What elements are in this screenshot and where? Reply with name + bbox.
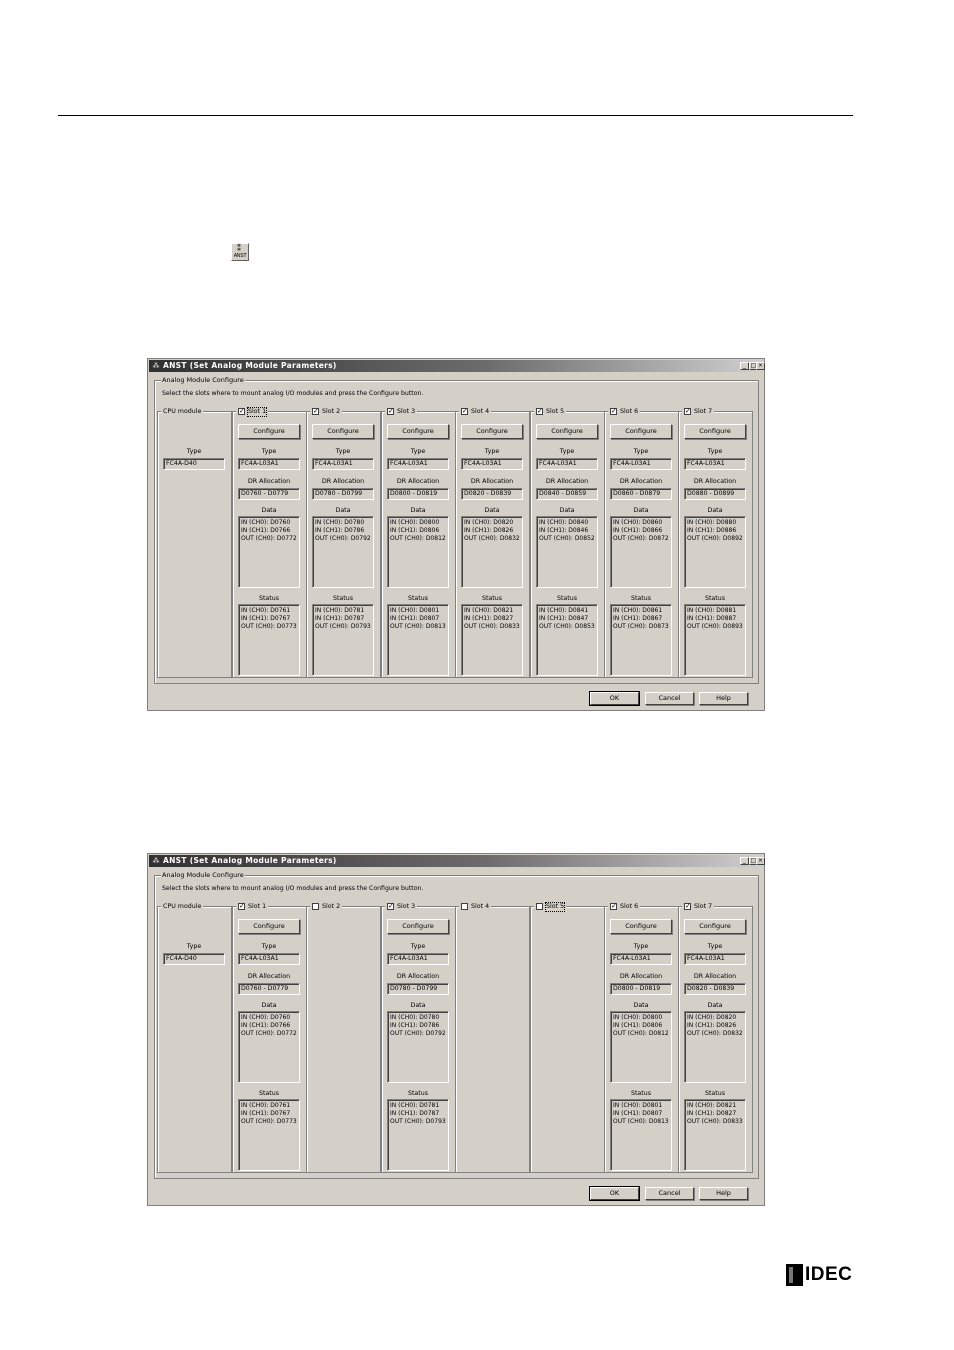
instruction-text: Select the slots where to mount analog I/O modules and press the Configure button. (162, 390, 424, 397)
slot-type-label-3: Type (410, 943, 426, 950)
slot-panel-4 (455, 902, 530, 1173)
dr-allocation-label-6: DR Allocation (619, 478, 663, 485)
dr-allocation-field-7: D0820 - D0839 (684, 983, 746, 995)
data-label-2: Data (335, 507, 351, 514)
data-area-7 (684, 1011, 746, 1083)
status-line: OUT (CH0): D0773 (241, 623, 297, 630)
data-label-1: Data (261, 1002, 277, 1009)
status-line: IN (CH1): D0787 (390, 1110, 440, 1117)
data-line: OUT (CH0): D0812 (613, 1030, 669, 1037)
data-line: OUT (CH0): D0832 (687, 1030, 743, 1037)
cpu-module-label: CPU module (163, 902, 202, 910)
status-line: IN (CH0): D0841 (539, 607, 589, 614)
data-line: IN (CH1): D0826 (464, 527, 514, 534)
dr-allocation-field-3: D0780 - D0799 (387, 983, 449, 995)
dr-allocation-label-3: DR Allocation (396, 478, 440, 485)
slot-header-3[interactable] (385, 902, 417, 911)
status-label-5: Status (556, 595, 578, 602)
app-icon: ⁂ (152, 362, 160, 370)
slot-panel-4 (455, 407, 530, 678)
status-label-7: Status (704, 1090, 726, 1097)
dialog-title: ANST (Set Analog Module Parameters) (163, 361, 337, 370)
data-label-4: Data (484, 507, 500, 514)
status-label-4: Status (481, 595, 503, 602)
configure-button-5[interactable]: Configure (536, 424, 598, 439)
slot-header-4[interactable] (459, 902, 491, 911)
status-line: IN (CH1): D0887 (687, 615, 737, 622)
status-line: IN (CH1): D0787 (315, 615, 365, 622)
configure-button-7[interactable]: Configure (684, 424, 746, 439)
status-area-3 (387, 604, 449, 676)
slot-panel-2 (306, 407, 381, 678)
slot-header-2[interactable] (310, 407, 342, 416)
slot-type-label-7: Type (707, 943, 723, 950)
slot-panel-3 (381, 902, 456, 1173)
data-line: OUT (CH0): D0792 (315, 535, 371, 542)
slot-type-label-1: Type (261, 448, 277, 455)
slot-type-label-2: Type (335, 448, 351, 455)
slot-label-1[interactable]: Slot 1 (248, 902, 267, 910)
slot-header-6[interactable] (608, 902, 640, 911)
cpu-module-header (161, 902, 203, 911)
slot-type-label-7: Type (707, 448, 723, 455)
status-area-2 (312, 604, 374, 676)
slot-type-field-3: FC4A-L03A1 (387, 458, 449, 470)
data-area-3 (387, 516, 449, 588)
slot-panel-6 (604, 902, 679, 1173)
configure-button-3[interactable]: Configure (387, 919, 449, 934)
dr-allocation-label-2: DR Allocation (321, 478, 365, 485)
data-line: IN (CH0): D0780 (390, 1014, 440, 1021)
status-line: IN (CH0): D0781 (390, 1102, 440, 1109)
dr-allocation-label-3: DR Allocation (396, 973, 440, 980)
data-line: IN (CH1): D0886 (687, 527, 737, 534)
dr-allocation-label-1: DR Allocation (247, 973, 291, 980)
status-line: IN (CH1): D0827 (464, 615, 514, 622)
slot-panel-5 (530, 407, 605, 678)
data-area-5 (536, 516, 598, 588)
dr-allocation-label-7: DR Allocation (693, 478, 737, 485)
status-line: IN (CH1): D0807 (613, 1110, 663, 1117)
data-line: IN (CH1): D0806 (613, 1022, 663, 1029)
data-line: IN (CH0): D0780 (315, 519, 365, 526)
status-area-6 (610, 604, 672, 676)
slot-type-label-6: Type (633, 448, 649, 455)
slot-type-label-4: Type (484, 448, 500, 455)
data-label-3: Data (410, 507, 426, 514)
slot-header-6[interactable] (608, 407, 640, 416)
data-line: OUT (CH0): D0792 (390, 1030, 446, 1037)
status-line: OUT (CH0): D0793 (390, 1118, 446, 1125)
status-line: IN (CH1): D0767 (241, 615, 291, 622)
slot-label-2[interactable]: Slot 2 (322, 407, 341, 415)
slot-checkbox-4[interactable]: ✓ (462, 407, 468, 415)
data-line: IN (CH0): D0800 (613, 1014, 663, 1021)
slot-checkbox-3[interactable]: ✓ (388, 407, 394, 415)
status-area-1 (238, 604, 300, 676)
slot-checkbox-5[interactable]: ✓ (537, 407, 543, 415)
brand-name: IDEC (805, 1264, 853, 1285)
maximize-button[interactable]: □ (750, 362, 757, 369)
slot-type-field-4: FC4A-L03A1 (461, 458, 523, 470)
slot-checkbox-1[interactable]: ✓ (239, 407, 245, 415)
status-area-4 (461, 604, 523, 676)
dr-allocation-field-7: D0880 - D0899 (684, 488, 746, 500)
slot-header-1[interactable] (236, 407, 268, 416)
data-line: OUT (CH0): D0772 (241, 1030, 297, 1037)
slot-label-7[interactable]: Slot 7 (694, 902, 713, 910)
status-line: OUT (CH0): D0793 (315, 623, 371, 630)
data-label-7: Data (707, 507, 723, 514)
data-line: IN (CH1): D0846 (539, 527, 589, 534)
data-line: IN (CH0): D0840 (539, 519, 589, 526)
dr-allocation-field-3: D0800 - D0819 (387, 488, 449, 500)
dialog-window (147, 358, 765, 711)
data-line: OUT (CH0): D0852 (539, 535, 595, 542)
data-area-1 (238, 516, 300, 588)
slot-panel-2 (306, 902, 381, 1173)
toolbar-icon-label: ANST (233, 253, 247, 259)
status-line: IN (CH1): D0767 (241, 1110, 291, 1117)
slot-label-4[interactable]: Slot 4 (471, 902, 490, 910)
slot-label-2[interactable]: Slot 2 (322, 902, 341, 910)
app-icon: ⁂ (152, 857, 160, 865)
slot-type-field-2: FC4A-L03A1 (312, 458, 374, 470)
status-area-1 (238, 1099, 300, 1171)
slot-header-1[interactable] (236, 902, 268, 911)
cancel-button[interactable]: Cancel (645, 692, 694, 705)
slot-label-3[interactable]: Slot 3 (397, 902, 416, 910)
status-label-7: Status (704, 595, 726, 602)
slot-label-5[interactable]: Slot 5 (546, 407, 565, 415)
cpu-type-label: Type (186, 448, 202, 455)
configure-button-1[interactable]: Configure (238, 919, 300, 934)
slot-type-field-1: FC4A-L03A1 (238, 953, 300, 965)
dr-allocation-label-6: DR Allocation (619, 973, 663, 980)
slot-type-field-6: FC4A-L03A1 (610, 953, 672, 965)
slot-panel-5 (530, 902, 605, 1173)
dr-allocation-field-1: D0760 - D0779 (238, 488, 300, 500)
data-label-7: Data (707, 1002, 723, 1009)
slot-type-field-3: FC4A-L03A1 (387, 953, 449, 965)
status-label-2: Status (332, 595, 354, 602)
status-line: IN (CH0): D0821 (687, 1102, 737, 1109)
status-line: IN (CH1): D0827 (687, 1110, 737, 1117)
slot-checkbox-3[interactable]: ✓ (388, 902, 394, 910)
status-line: IN (CH1): D0807 (390, 615, 440, 622)
slot-type-field-7: FC4A-L03A1 (684, 458, 746, 470)
minimize-button[interactable]: _ (740, 362, 749, 370)
cpu-module-panel (157, 407, 232, 678)
status-line: IN (CH0): D0801 (613, 1102, 663, 1109)
maximize-button[interactable]: □ (750, 857, 757, 864)
ansi-configure-icon: ⁑ (237, 244, 241, 253)
slot-header-7[interactable] (682, 902, 714, 911)
data-line: OUT (CH0): D0832 (464, 535, 520, 542)
slot-checkbox-6[interactable]: ✓ (611, 407, 617, 415)
slot-label-7[interactable]: Slot 7 (694, 407, 713, 415)
data-line: OUT (CH0): D0872 (613, 535, 669, 542)
slot-label-6[interactable]: Slot 6 (620, 902, 639, 910)
slot-type-field-7: FC4A-L03A1 (684, 953, 746, 965)
cpu-type-field: FC4A-D40 (163, 953, 225, 965)
status-label-6: Status (630, 1090, 652, 1097)
slot-checkbox-5[interactable] (536, 903, 543, 910)
configure-button-3[interactable]: Configure (387, 424, 449, 439)
data-line: OUT (CH0): D0892 (687, 535, 743, 542)
status-area-7 (684, 604, 746, 676)
cpu-type-field: FC4A-D40 (163, 458, 225, 470)
status-line: OUT (CH0): D0873 (613, 623, 669, 630)
header-rule (58, 115, 853, 116)
slot-panel-7 (678, 902, 753, 1173)
title-bar (149, 855, 763, 867)
dr-allocation-field-1: D0760 - D0779 (238, 983, 300, 995)
status-line: OUT (CH0): D0853 (539, 623, 595, 630)
status-line: OUT (CH0): D0893 (687, 623, 743, 630)
data-area-2 (312, 516, 374, 588)
status-area-7 (684, 1099, 746, 1171)
group-label: Analog Module Configure (162, 376, 244, 384)
close-button[interactable]: × (757, 857, 764, 864)
slot-label-1[interactable]: Slot 1 (248, 407, 267, 415)
ok-button[interactable]: OK (590, 1187, 639, 1200)
data-line: OUT (CH0): D0812 (390, 535, 446, 542)
data-label-6: Data (633, 507, 649, 514)
slot-label-6[interactable]: Slot 6 (620, 407, 639, 415)
slot-checkbox-2[interactable] (312, 903, 319, 910)
data-line: OUT (CH0): D0772 (241, 535, 297, 542)
configure-button-6[interactable]: Configure (610, 919, 672, 934)
data-area-1 (238, 1011, 300, 1083)
help-button[interactable]: Help (699, 1187, 748, 1200)
cpu-module-panel (157, 902, 232, 1173)
status-line: IN (CH0): D0761 (241, 1102, 291, 1109)
slot-checkbox-6[interactable]: ✓ (611, 902, 617, 910)
data-area-7 (684, 516, 746, 588)
data-area-3 (387, 1011, 449, 1083)
data-area-6 (610, 1011, 672, 1083)
slot-checkbox-1[interactable]: ✓ (239, 902, 245, 910)
slot-checkbox-7[interactable]: ✓ (685, 902, 691, 910)
status-line: IN (CH0): D0821 (464, 607, 514, 614)
slot-header-2[interactable] (310, 902, 342, 911)
slot-type-label-5: Type (559, 448, 575, 455)
data-line: IN (CH1): D0826 (687, 1022, 737, 1029)
slot-type-field-5: FC4A-L03A1 (536, 458, 598, 470)
status-line: IN (CH0): D0861 (613, 607, 663, 614)
cpu-module-label: CPU module (163, 407, 202, 415)
status-line: OUT (CH0): D0773 (241, 1118, 297, 1125)
slot-type-label-6: Type (633, 943, 649, 950)
close-button[interactable]: × (757, 362, 764, 369)
data-area-6 (610, 516, 672, 588)
data-label-3: Data (410, 1002, 426, 1009)
configure-button-1[interactable]: Configure (238, 424, 300, 439)
configure-button-2[interactable]: Configure (312, 424, 374, 439)
cpu-type-label: Type (186, 943, 202, 950)
dr-allocation-field-5: D0840 - D0859 (536, 488, 598, 500)
title-bar (149, 360, 763, 372)
status-line: OUT (CH0): D0833 (687, 1118, 743, 1125)
minimize-button[interactable]: _ (740, 857, 749, 865)
slot-panel-1 (232, 407, 307, 678)
cpu-module-header (161, 407, 203, 416)
instruction-text: Select the slots where to mount analog I/O modules and press the Configure button. (162, 885, 424, 892)
idec-logo-mark (786, 1264, 803, 1286)
slot-label-5[interactable]: Slot 5 (546, 902, 565, 910)
data-line: IN (CH0): D0820 (687, 1014, 737, 1021)
slot-type-label-3: Type (410, 448, 426, 455)
status-label-3: Status (407, 1090, 429, 1097)
status-line: IN (CH0): D0881 (687, 607, 737, 614)
status-line: OUT (CH0): D0813 (390, 623, 446, 630)
dialog-title: ANST (Set Analog Module Parameters) (163, 856, 337, 865)
status-line: IN (CH0): D0801 (390, 607, 440, 614)
data-line: IN (CH1): D0766 (241, 1022, 291, 1029)
dr-allocation-label-4: DR Allocation (470, 478, 514, 485)
slot-header-5[interactable] (534, 902, 566, 911)
data-label-5: Data (559, 507, 575, 514)
cancel-button[interactable]: Cancel (645, 1187, 694, 1200)
ok-button[interactable]: OK (590, 692, 639, 705)
dr-allocation-field-2: D0780 - D0799 (312, 488, 374, 500)
status-line: IN (CH0): D0781 (315, 607, 365, 614)
slot-checkbox-2[interactable]: ✓ (313, 407, 319, 415)
configure-button-4[interactable]: Configure (461, 424, 523, 439)
data-label-1: Data (261, 507, 277, 514)
status-line: IN (CH0): D0761 (241, 607, 291, 614)
configure-button-6[interactable]: Configure (610, 424, 672, 439)
data-line: IN (CH0): D0800 (390, 519, 440, 526)
dr-allocation-label-7: DR Allocation (693, 973, 737, 980)
slot-header-3[interactable] (385, 407, 417, 416)
status-line: OUT (CH0): D0813 (613, 1118, 669, 1125)
data-line: IN (CH1): D0786 (390, 1022, 440, 1029)
dr-allocation-field-6: D0860 - D0879 (610, 488, 672, 500)
dr-allocation-field-6: D0800 - D0819 (610, 983, 672, 995)
dr-allocation-field-4: D0820 - D0839 (461, 488, 523, 500)
status-label-3: Status (407, 595, 429, 602)
status-area-3 (387, 1099, 449, 1171)
data-line: IN (CH1): D0866 (613, 527, 663, 534)
slot-panel-6 (604, 407, 679, 678)
status-label-6: Status (630, 595, 652, 602)
status-line: IN (CH1): D0867 (613, 615, 663, 622)
configure-button-7[interactable]: Configure (684, 919, 746, 934)
slot-header-7[interactable] (682, 407, 714, 416)
anst-toolbar-button[interactable] (231, 243, 249, 261)
data-line: IN (CH0): D0880 (687, 519, 737, 526)
dialog-window (147, 853, 765, 1206)
slot-type-label-1: Type (261, 943, 277, 950)
status-line: OUT (CH0): D0833 (464, 623, 520, 630)
data-line: IN (CH0): D0760 (241, 519, 291, 526)
status-area-6 (610, 1099, 672, 1171)
status-label-1: Status (258, 595, 280, 602)
data-line: IN (CH1): D0786 (315, 527, 365, 534)
dr-allocation-label-1: DR Allocation (247, 478, 291, 485)
slot-label-4[interactable]: Slot 4 (471, 407, 490, 415)
dr-allocation-label-5: DR Allocation (545, 478, 589, 485)
help-button[interactable]: Help (699, 692, 748, 705)
data-area-4 (461, 516, 523, 588)
slot-type-field-6: FC4A-L03A1 (610, 458, 672, 470)
status-area-5 (536, 604, 598, 676)
slot-header-4[interactable] (459, 407, 491, 416)
group-label: Analog Module Configure (162, 871, 244, 879)
data-line: IN (CH0): D0820 (464, 519, 514, 526)
slot-header-5[interactable] (534, 407, 566, 416)
slot-checkbox-4[interactable] (461, 903, 468, 910)
slot-panel-1 (232, 902, 307, 1173)
data-line: IN (CH0): D0760 (241, 1014, 291, 1021)
slot-panel-3 (381, 407, 456, 678)
data-line: IN (CH1): D0766 (241, 527, 291, 534)
status-label-1: Status (258, 1090, 280, 1097)
slot-panel-7 (678, 407, 753, 678)
brand-logo (786, 1264, 852, 1286)
slot-type-field-1: FC4A-L03A1 (238, 458, 300, 470)
slot-label-3[interactable]: Slot 3 (397, 407, 416, 415)
data-line: IN (CH0): D0860 (613, 519, 663, 526)
slot-checkbox-7[interactable]: ✓ (685, 407, 691, 415)
data-line: IN (CH1): D0806 (390, 527, 440, 534)
status-line: IN (CH1): D0847 (539, 615, 589, 622)
data-label-6: Data (633, 1002, 649, 1009)
